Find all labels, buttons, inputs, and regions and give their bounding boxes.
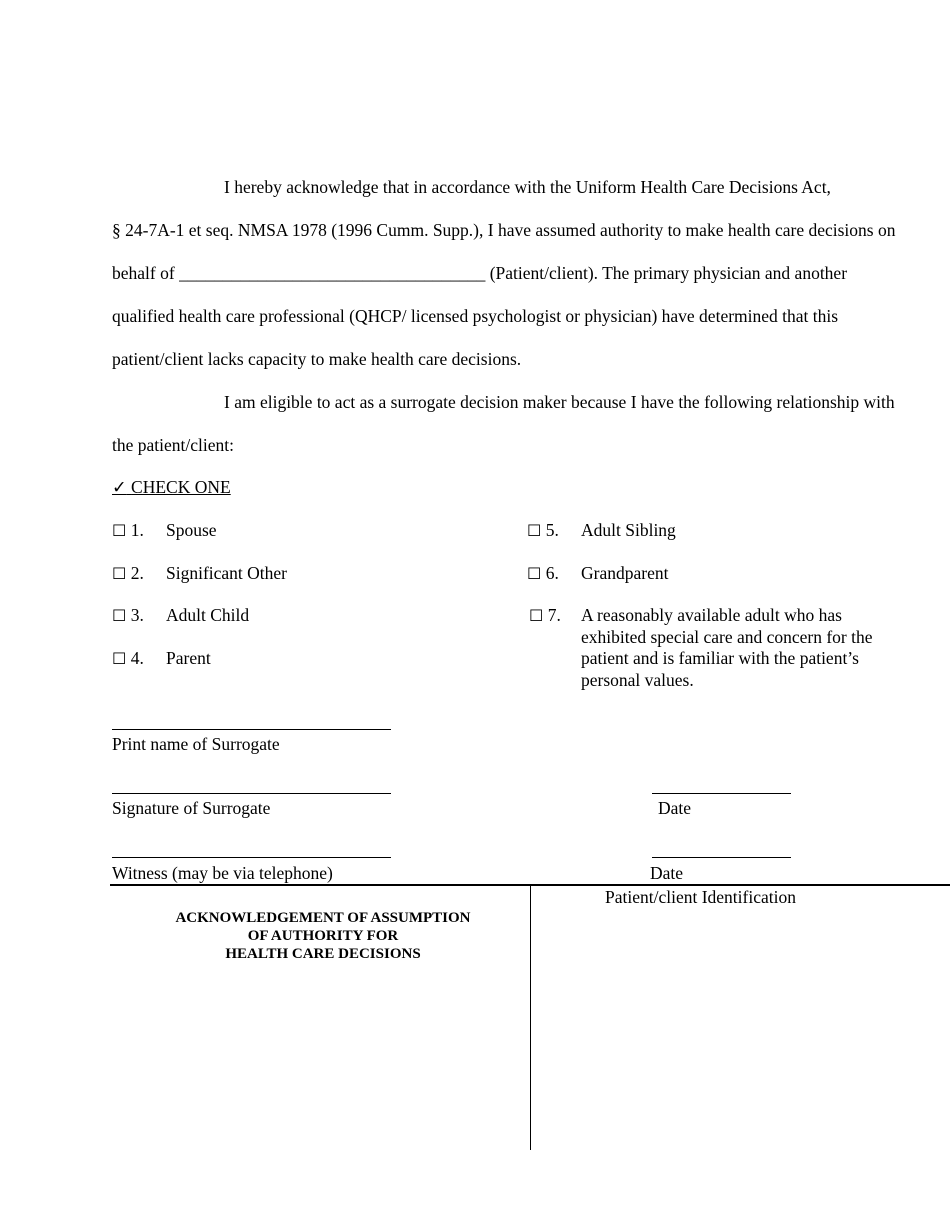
option-significant-other[interactable] <box>112 563 144 584</box>
checkbox-icon[interactable]: ☐ <box>529 606 544 625</box>
check-one-heading <box>112 477 231 497</box>
signature-line[interactable] <box>112 793 391 794</box>
option-label: Parent <box>166 648 211 668</box>
checkmark-icon: ✓ <box>112 477 127 497</box>
checkbox-icon[interactable]: ☐ <box>112 521 127 540</box>
option-number: 4. <box>130 648 144 668</box>
form-title-line2: OF AUTHORITY FOR <box>247 928 399 944</box>
print-name-label: Print name of Surrogate <box>112 734 280 754</box>
option-adult-sibling[interactable] <box>527 520 559 541</box>
option-label: Adult Sibling <box>581 520 676 540</box>
option-number: 6. <box>545 563 559 583</box>
paragraph2-line1: I am eligible to act as a surrogate decision maker because I have the following relationship with <box>224 392 895 412</box>
option-spouse[interactable] <box>112 520 144 541</box>
witness-line[interactable] <box>112 857 391 858</box>
paragraph1-line1: I hereby acknowledge that in accordance with the Uniform Health Care Decisions Act, <box>224 177 831 197</box>
paragraph2-line2: the patient/client: <box>112 435 234 455</box>
option-label: Spouse <box>166 520 217 540</box>
behalf-of-text: behalf of <box>112 263 175 283</box>
form-title-line3: HEALTH CARE DECISIONS <box>225 946 421 962</box>
option-adult-child[interactable] <box>112 605 144 626</box>
patient-name-blank[interactable]: ___________________________________ <box>179 263 486 283</box>
option-label: Significant Other <box>166 563 288 583</box>
option-number: 1. <box>130 520 144 540</box>
option-parent[interactable] <box>112 648 144 669</box>
form-title <box>112 909 534 963</box>
print-name-line[interactable] <box>112 729 391 730</box>
checkbox-icon[interactable]: ☐ <box>112 649 127 668</box>
option-number: 5. <box>545 520 559 540</box>
option-number: 2. <box>130 563 144 583</box>
form-title-line1: ACKNOWLEDGEMENT OF ASSUMPTION <box>175 910 471 926</box>
signature-label: Signature of Surrogate <box>112 798 271 818</box>
option-other-adult[interactable] <box>529 605 561 626</box>
option-label: Grandparent <box>581 563 669 583</box>
date-line-2[interactable] <box>652 857 791 858</box>
paragraph1-line3 <box>112 263 847 283</box>
date-line-1[interactable] <box>652 793 791 794</box>
checkbox-icon[interactable]: ☐ <box>112 564 127 583</box>
option-number: 7. <box>547 605 561 625</box>
date-label-1: Date <box>658 798 692 818</box>
date-label-2: Date <box>650 863 684 883</box>
check-one-label: CHECK ONE <box>131 477 231 497</box>
paragraph1-line5: patient/client lacks capacity to make health care decisions. <box>112 349 522 369</box>
checkbox-icon[interactable]: ☐ <box>527 521 542 540</box>
option-number: 3. <box>130 605 144 625</box>
patient-id-label: Patient/client Identification <box>605 887 796 907</box>
option-label: Adult Child <box>166 605 250 625</box>
checkbox-icon[interactable]: ☐ <box>527 564 542 583</box>
option-grandparent[interactable] <box>527 563 559 584</box>
paragraph1-line4: qualified health care professional (QHCP/ licensed psychologist or physician) have determined that this <box>112 306 839 326</box>
option-label: A reasonably available adult who has exhibited special care and concern for the patient and is familiar with the patient’s personal values. <box>581 605 873 690</box>
patient-client-text: (Patient/client). The primary physician and another <box>489 263 848 283</box>
witness-label: Witness (may be via telephone) <box>112 863 333 883</box>
paragraph1-line2: § 24-7A-1 et seq. NMSA 1978 (1996 Cumm. Supp.), I have assumed authority to make health care decisions on <box>112 220 896 240</box>
checkbox-icon[interactable]: ☐ <box>112 606 127 625</box>
